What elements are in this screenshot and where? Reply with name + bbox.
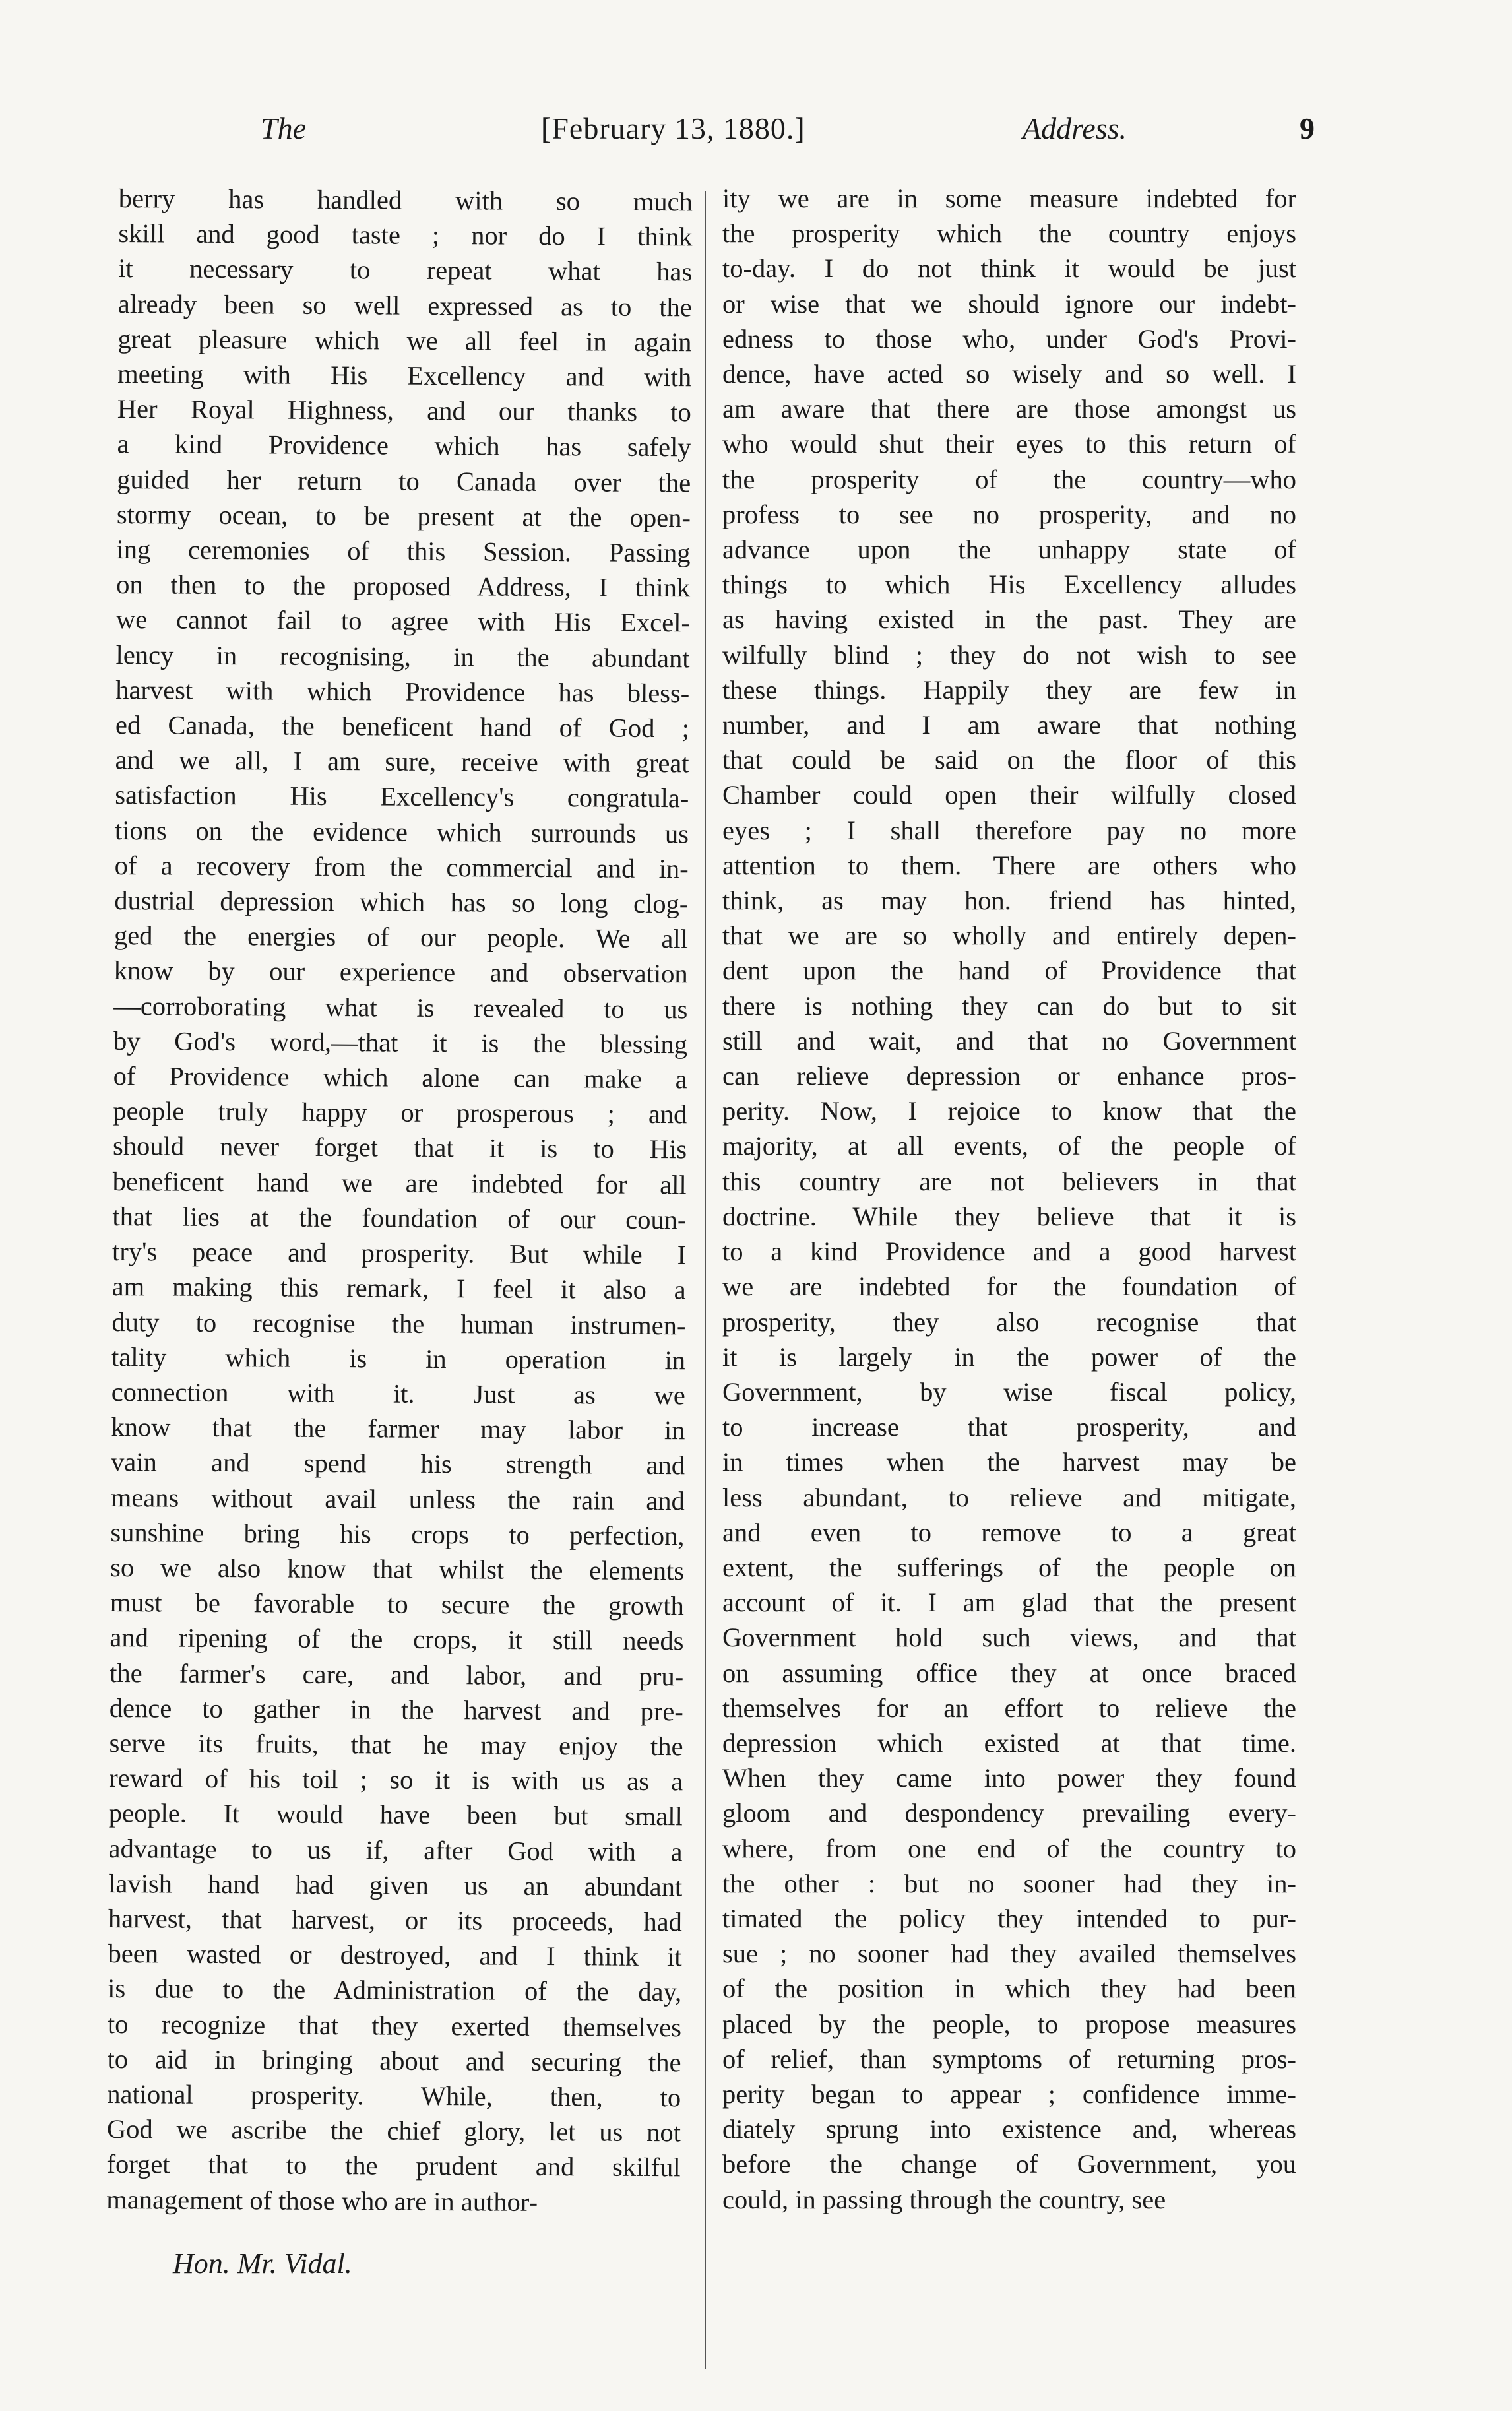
text-line: Her Royal Highness, and our thanks to bbox=[117, 394, 692, 428]
text-line: edness to those who, under God's Provi- bbox=[722, 323, 1296, 354]
text-line: timated the policy they intended to pur- bbox=[722, 1903, 1296, 1933]
text-line: account of it. I am glad that the present bbox=[722, 1588, 1296, 1618]
text-line: tality which is in operation in bbox=[111, 1341, 686, 1375]
text-line: lavish hand had given us an abundant bbox=[108, 1868, 683, 1902]
text-line: harvest, that harvest, or its proceeds, had bbox=[108, 1903, 683, 1937]
text-line: know by our experience and observation bbox=[113, 955, 688, 989]
header-date: [February 13, 1880.] bbox=[541, 112, 805, 145]
right-column bbox=[722, 181, 1296, 2217]
text-line: it is largely in the power of the bbox=[722, 1341, 1296, 1372]
text-line: depression which existed at that time. bbox=[722, 1727, 1296, 1758]
text-line: When they came into power they found bbox=[722, 1763, 1296, 1793]
text-line: on then to the proposed Address, I think bbox=[116, 569, 691, 603]
text-line: that could be said on the floor of this bbox=[722, 745, 1296, 775]
text-line: where, from one end of the country to bbox=[722, 1833, 1296, 1863]
text-line: advance upon the unhappy state of bbox=[722, 534, 1296, 565]
text-line: themselves for an effort to relieve the bbox=[722, 1692, 1296, 1723]
text-line: the prosperity of the country—who bbox=[722, 464, 1296, 494]
text-line: extent, the sufferings of the people on bbox=[722, 1552, 1296, 1582]
text-line: Government, by wise fiscal policy, bbox=[722, 1376, 1296, 1407]
text-line: God we ascribe the chief glory, let us not bbox=[106, 2114, 681, 2148]
text-line: lency in recognising, in the abundant bbox=[115, 639, 690, 673]
text-line: is due to the Administration of the day, bbox=[108, 1974, 682, 2007]
text-line: skill and good taste ; nor do I think bbox=[118, 218, 693, 252]
text-line: to a kind Providence and a good harvest bbox=[722, 1237, 1296, 1267]
header-right: Address. bbox=[1023, 112, 1127, 145]
text-line: beneficent hand we are indebted for all bbox=[112, 1166, 687, 1200]
text-line: advantage to us if, after God with a bbox=[108, 1833, 683, 1867]
text-line: people. It would have been but small bbox=[108, 1798, 683, 1832]
text-line: it necessary to repeat what has bbox=[118, 253, 693, 287]
text-line: as having existed in the past. They are bbox=[722, 604, 1296, 635]
text-line: that lies at the foundation of our coun- bbox=[112, 1201, 687, 1235]
text-line: harvest with which Providence has bless- bbox=[115, 674, 690, 709]
text-line: things to which His Excellency alludes bbox=[722, 569, 1296, 600]
text-line: management of those who are in author- bbox=[106, 2184, 538, 2217]
text-line: to aid in bringing about and securing the bbox=[107, 2043, 681, 2078]
text-line: ged the energies of our people. We all bbox=[113, 920, 689, 954]
text-line: reward of his toil ; so it is with us as a bbox=[109, 1763, 683, 1797]
text-line: dence to gather in the harvest and pre- bbox=[109, 1692, 683, 1727]
text-line: to recognize that they exerted themselves bbox=[107, 2009, 682, 2042]
text-line: placed by the people, to propose measures bbox=[722, 2009, 1296, 2039]
text-line: berry has handled with so much bbox=[118, 183, 693, 217]
text-line: so we also know that whilst the elements bbox=[110, 1552, 685, 1586]
text-line: meeting with His Excellency and with bbox=[117, 359, 692, 393]
text-line: serve its fruits, that he may enjoy the bbox=[109, 1727, 683, 1762]
text-line: great pleasure which we all feel in again bbox=[117, 323, 692, 358]
text-line: gloom and despondency prevailing every- bbox=[722, 1798, 1296, 1828]
text-line: know that the farmer may labor in bbox=[111, 1412, 685, 1446]
text-line: must be favorable to secure the growth bbox=[110, 1588, 684, 1621]
text-line: this country are not believers in that bbox=[722, 1166, 1296, 1196]
text-line: dent upon the hand of Providence that bbox=[722, 955, 1296, 986]
text-line: in times when the harvest may be bbox=[722, 1447, 1296, 1477]
text-line: perity. Now, I rejoice to know that the bbox=[722, 1096, 1296, 1126]
text-line: am making this remark, I feel it also a bbox=[111, 1271, 686, 1305]
text-line: attention to them. There are others who bbox=[722, 850, 1296, 880]
text-line: been wasted or destroyed, and I think it bbox=[108, 1939, 682, 1972]
text-line: sue ; no sooner had they availed themselves bbox=[722, 1939, 1296, 1969]
text-line: connection with it. Just as we bbox=[111, 1376, 685, 1411]
text-line: ed Canada, the beneficent hand of God ; bbox=[115, 710, 690, 744]
text-line: forget that to the prudent and skilful bbox=[106, 2149, 681, 2183]
text-line: Government hold such views, and that bbox=[722, 1623, 1296, 1653]
text-line: —corroborating what is revealed to us bbox=[113, 990, 688, 1024]
text-line: the farmer's care, and labor, and pru- bbox=[110, 1657, 684, 1691]
text-line: profess to see no prosperity, and no bbox=[722, 499, 1296, 529]
text-line: or wise that we should ignore our indebt- bbox=[722, 288, 1296, 319]
text-line: and ripening of the crops, it still needs bbox=[110, 1623, 684, 1656]
column-divider bbox=[705, 191, 706, 2369]
text-line: these things. Happily they are few in bbox=[722, 674, 1296, 705]
text-line: the other : but no sooner had they in- bbox=[722, 1868, 1296, 1898]
text-line: by God's word,—that it is the blessing bbox=[113, 1025, 688, 1060]
text-line: doctrine. While they believe that it is bbox=[722, 1201, 1296, 1231]
text-line: think, as may hon. friend has hinted, bbox=[722, 885, 1296, 916]
text-line: we cannot fail to agree with His Excel- bbox=[115, 604, 691, 638]
text-line: could, in passing through the country, see bbox=[722, 2184, 1166, 2214]
text-line: diately sprung into existence and, whereas bbox=[722, 2114, 1296, 2144]
text-line: can relieve depression or enhance pros- bbox=[722, 1061, 1296, 1091]
text-line: stormy ocean, to be present at the open- bbox=[116, 499, 691, 533]
text-line: try's peace and prosperity. But while I bbox=[111, 1237, 687, 1270]
text-line: sunshine bring his crops to perfection, bbox=[110, 1517, 685, 1551]
text-line: on assuming office they at once braced bbox=[722, 1657, 1296, 1688]
text-line: to increase that prosperity, and bbox=[722, 1412, 1296, 1442]
text-line: prosperity, they also recognise that bbox=[722, 1306, 1296, 1337]
text-line: dustrial depression which has so long clog- bbox=[114, 885, 689, 919]
text-line: duty to recognise the human instrumen- bbox=[111, 1306, 686, 1340]
text-line: there is nothing they can do but to sit bbox=[722, 990, 1296, 1021]
text-line: am aware that there are those amongst us bbox=[722, 394, 1296, 424]
text-line: the prosperity which the country enjoys bbox=[722, 218, 1296, 249]
text-line: dence, have acted so wisely and so well. I bbox=[722, 359, 1296, 389]
text-line: and we all, I am sure, receive with great bbox=[115, 745, 689, 779]
text-line: ity we are in some measure indebted for bbox=[722, 183, 1296, 213]
text-line: eyes ; I shall therefore pay no more bbox=[722, 815, 1296, 845]
text-line: of Providence which alone can make a bbox=[113, 1061, 687, 1095]
page-number: 9 bbox=[1300, 112, 1315, 145]
text-line: to-day. I do not think it would be just bbox=[722, 253, 1296, 284]
text-line: wilfully blind ; they do not wish to see bbox=[722, 639, 1296, 670]
text-line: of a recovery from the commercial and in- bbox=[114, 850, 689, 884]
text-line: already been so well expressed as to the bbox=[117, 288, 692, 322]
text-line: national prosperity. While, then, to bbox=[107, 2078, 681, 2113]
text-line: number, and I am aware that nothing bbox=[722, 710, 1296, 740]
text-line: before the change of Government, you bbox=[722, 2149, 1296, 2179]
left-column bbox=[106, 181, 693, 2220]
text-line: a kind Providence which has safely bbox=[117, 429, 691, 463]
text-line: that we are so wholly and entirely depen- bbox=[722, 920, 1296, 951]
text-line: of the position in which they had been bbox=[722, 1974, 1296, 2004]
text-line: ing ceremonies of this Session. Passing bbox=[116, 534, 691, 568]
text-line: who would shut their eyes to this return of bbox=[722, 429, 1296, 459]
text-line: tions on the evidence which surrounds us bbox=[114, 815, 689, 849]
text-line: of relief, than symptoms of returning pros- bbox=[722, 2043, 1296, 2074]
text-line: and even to remove to a great bbox=[722, 1517, 1296, 1547]
header-left: The bbox=[261, 112, 306, 145]
text-line: means without avail unless the rain and bbox=[110, 1482, 685, 1516]
text-line: still and wait, and that no Government bbox=[722, 1025, 1296, 1056]
text-line: majority, at all events, of the people of bbox=[722, 1131, 1296, 1161]
text-line: perity began to appear ; confidence imme- bbox=[722, 2078, 1296, 2109]
speaker-name: Hon. Mr. Vidal. bbox=[173, 2247, 352, 2280]
text-line: vain and spend his strength and bbox=[111, 1447, 685, 1481]
text-line: guided her return to Canada over the bbox=[117, 464, 691, 498]
text-line: should never forget that it is to His bbox=[112, 1131, 687, 1165]
text-line: less abundant, to relieve and mitigate, bbox=[722, 1482, 1296, 1512]
text-line: Chamber could open their wilfully closed bbox=[722, 780, 1296, 810]
text-line: satisfaction His Excellency's congratula- bbox=[115, 780, 689, 814]
text-line: people truly happy or prosperous ; and bbox=[113, 1096, 687, 1130]
text-line: we are indebted for the foundation of bbox=[722, 1271, 1296, 1302]
running-header bbox=[119, 111, 1326, 164]
